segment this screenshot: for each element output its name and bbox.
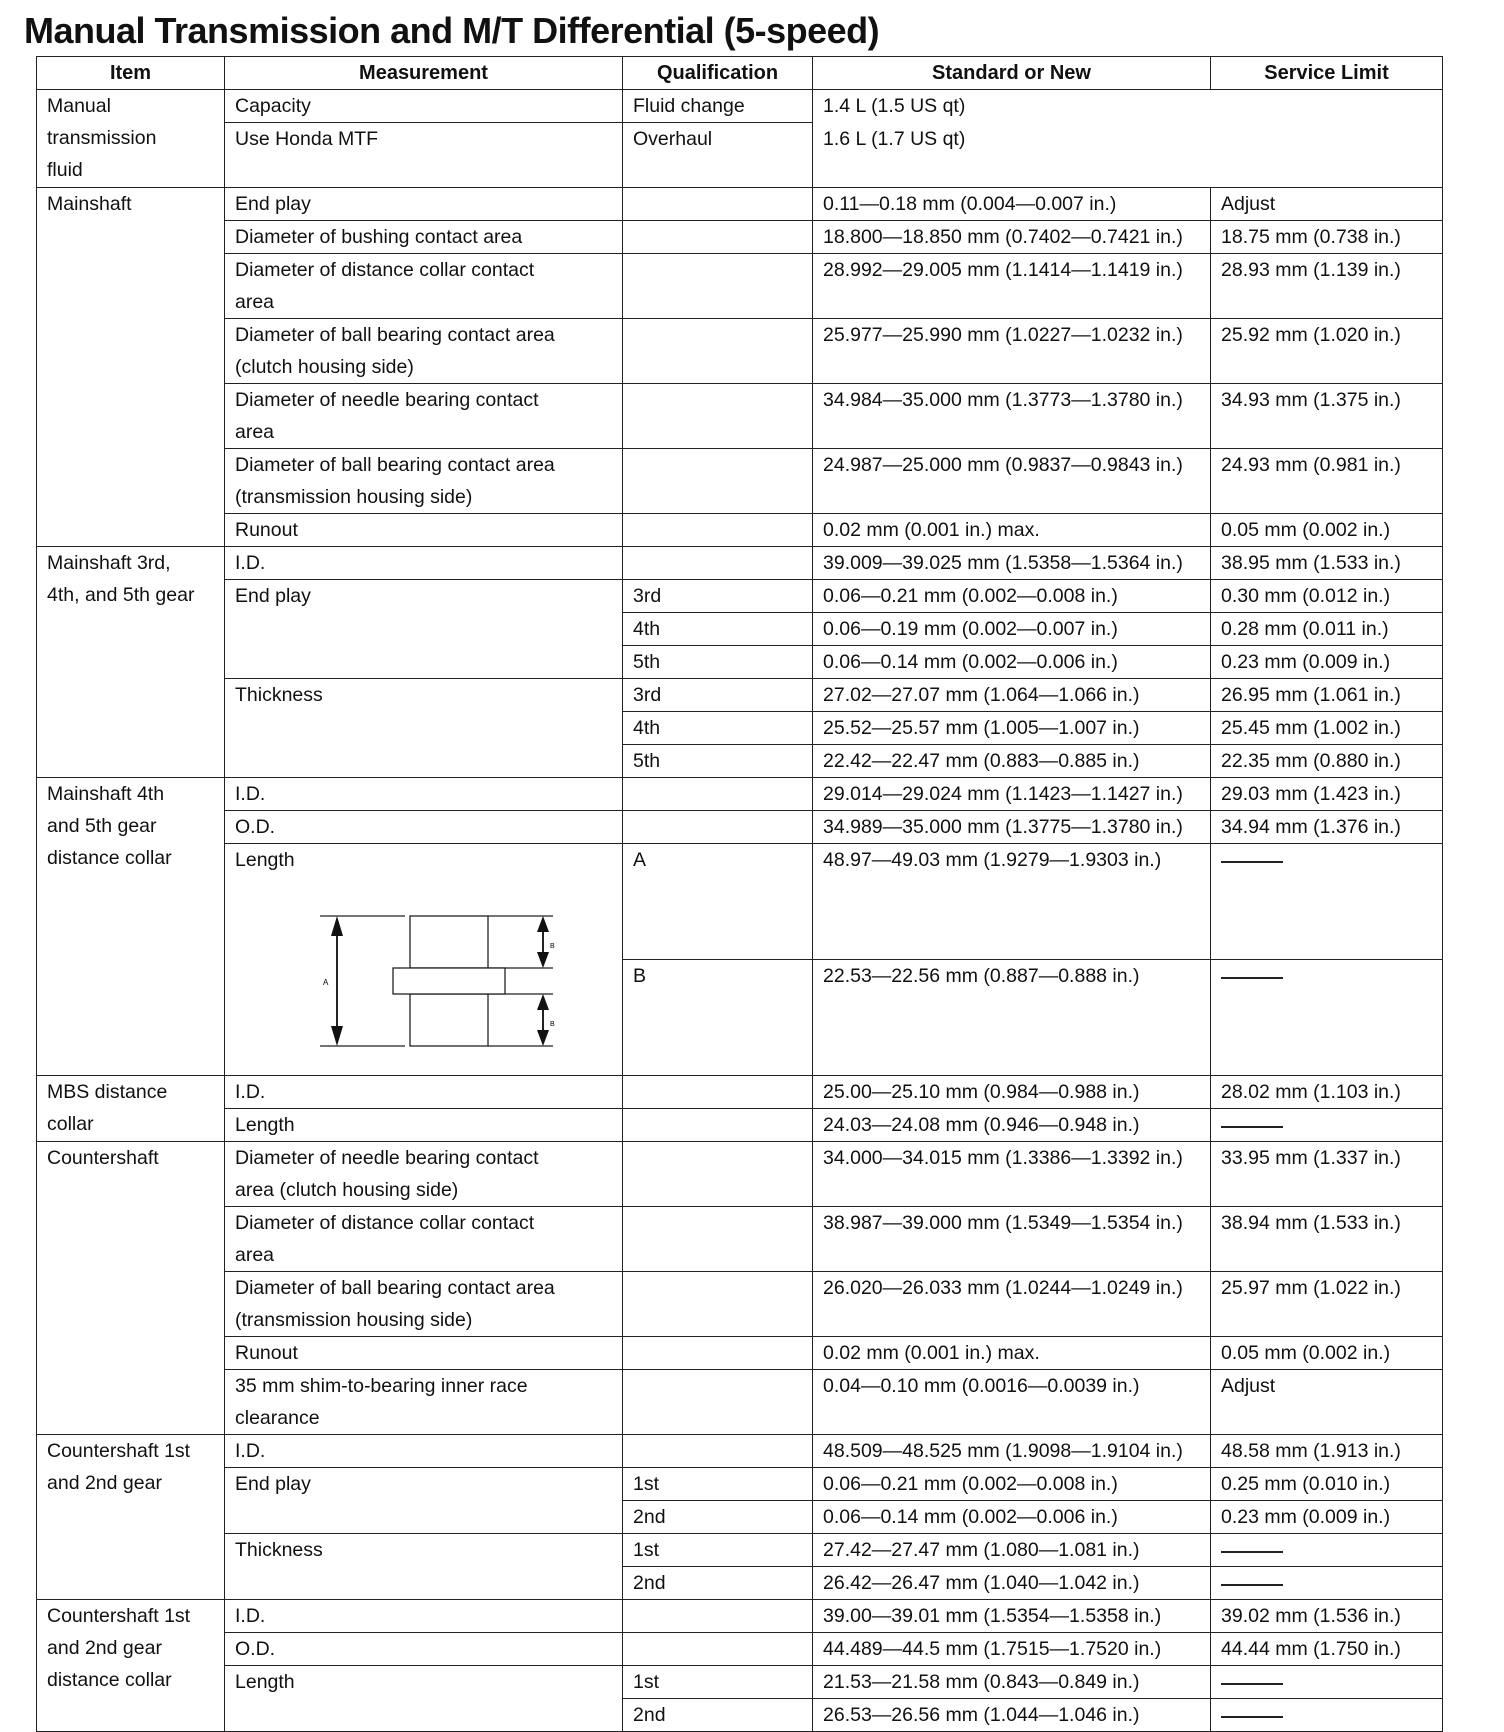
cell-text: and 2nd gear: [47, 1472, 162, 1494]
service-limit-cell: 0.05 mm (0.002 in.): [1211, 514, 1443, 547]
cell-text: and 5th gear: [47, 815, 157, 837]
qualification-cell: [623, 254, 813, 319]
service-limit-cell: [1211, 960, 1443, 1076]
table-row: [37, 547, 1443, 580]
standard-cell: 0.06—0.21 mm (0.002—0.008 in.): [813, 580, 1211, 613]
cell-text: Diameter of ball bearing contact area: [235, 1277, 555, 1299]
table-row: [37, 1142, 1443, 1207]
service-limit-cell: 28.93 mm (1.139 in.): [1211, 254, 1443, 319]
no-limit-dash: [1221, 861, 1283, 863]
standard-cell: 0.06—0.21 mm (0.002—0.008 in.): [813, 1468, 1211, 1501]
standard-cell: 34.984—35.000 mm (1.3773—1.3780 in.): [813, 384, 1211, 449]
qualification-cell: 2nd: [623, 1567, 813, 1600]
table-row: [37, 1207, 1443, 1272]
table-row: [37, 319, 1443, 384]
item-text: Manual: [47, 95, 111, 117]
service-limit-cell: 25.97 mm (1.022 in.): [1211, 1272, 1443, 1337]
qualification-cell: B: [623, 960, 813, 1076]
standard-cell: 38.987—39.000 mm (1.5349—1.5354 in.): [813, 1207, 1211, 1272]
cell-text: Runout: [235, 519, 298, 541]
cell-text: Diameter of bushing contact area: [235, 226, 523, 248]
item-text: fluid: [47, 159, 83, 181]
service-limit-cell: 25.45 mm (1.002 in.): [1211, 712, 1443, 745]
service-limit-cell: 25.92 mm (1.020 in.): [1211, 319, 1443, 384]
cell-text: Runout: [235, 1342, 298, 1364]
table-row: [37, 1109, 1443, 1142]
table-row: [37, 679, 1443, 712]
cell-text: (transmission housing side): [235, 486, 473, 508]
qualification-cell: [623, 514, 813, 547]
service-limit-cell: 28.02 mm (1.103 in.): [1211, 1076, 1443, 1109]
qualification-cell: [623, 1435, 813, 1468]
measurement-cell: [225, 449, 623, 514]
measurement-cell: [225, 1207, 623, 1272]
standard-cell: 25.00—25.10 mm (0.984—0.988 in.): [813, 1076, 1211, 1109]
service-limit-cell: 0.23 mm (0.009 in.): [1211, 646, 1443, 679]
item-cell: [37, 778, 225, 1076]
standard-cell: 0.06—0.14 mm (0.002—0.006 in.): [813, 646, 1211, 679]
cell-text: and 2nd gear: [47, 1637, 162, 1659]
measurement-cell: [225, 844, 623, 1076]
qualification-cell: [623, 1142, 813, 1207]
item-cell: [37, 1076, 225, 1142]
service-limit-cell: 44.44 mm (1.750 in.): [1211, 1633, 1443, 1666]
distance-collar-diagram: [285, 906, 555, 1056]
standard-cell: 21.53—21.58 mm (0.843—0.849 in.): [813, 1666, 1211, 1699]
standard-cell: 34.000—34.015 mm (1.3386—1.3392 in.): [813, 1142, 1211, 1207]
qualification-cell: [623, 778, 813, 811]
qualification-cell: 5th: [623, 745, 813, 778]
qualification-cell: [623, 811, 813, 844]
cell-text: MBS distance: [47, 1081, 168, 1103]
item-cell: [37, 1435, 225, 1600]
table-row: [37, 1600, 1443, 1633]
standard-cell: 24.03—24.08 mm (0.946—0.948 in.): [813, 1109, 1211, 1142]
table-row: [37, 90, 1443, 123]
no-limit-dash: [1221, 1683, 1283, 1685]
service-limit-cell: Adjust: [1211, 188, 1443, 221]
diagram-label-b: B: [550, 943, 555, 950]
measurement-cell: Capacity: [225, 90, 623, 123]
qualification-cell: [623, 1337, 813, 1370]
service-limit-cell: 34.94 mm (1.376 in.): [1211, 811, 1443, 844]
qualification-cell: 1st: [623, 1666, 813, 1699]
qualification-cell: 5th: [623, 646, 813, 679]
table-row: [37, 1633, 1443, 1666]
service-limit-cell: 38.94 mm (1.533 in.): [1211, 1207, 1443, 1272]
table-row: [37, 514, 1443, 547]
service-limit-cell: [1211, 1666, 1443, 1699]
standard-cell: 28.992—29.005 mm (1.1414—1.1419 in.): [813, 254, 1211, 319]
qualification-cell: Overhaul: [623, 123, 813, 188]
service-limit-cell: 26.95 mm (1.061 in.): [1211, 679, 1443, 712]
item-cell: [37, 547, 225, 778]
cell-text: area: [235, 1244, 275, 1266]
table-row: [37, 1468, 1443, 1501]
cell-text: collar: [47, 1113, 94, 1135]
spec-table: [36, 56, 1443, 1732]
measurement-cell: [225, 514, 623, 547]
standard-cell: 25.52—25.57 mm (1.005—1.007 in.): [813, 712, 1211, 745]
qualification-cell: [623, 547, 813, 580]
measurement-cell: Length: [225, 1666, 623, 1732]
item-cell: [37, 1600, 225, 1732]
service-limit-cell: 0.25 mm (0.010 in.): [1211, 1468, 1443, 1501]
qualification-cell: 1st: [623, 1534, 813, 1567]
qualification-cell: 2nd: [623, 1699, 813, 1732]
standard-cell: 26.42—26.47 mm (1.040—1.042 in.): [813, 1567, 1211, 1600]
qualification-cell: [623, 188, 813, 221]
cell-text: distance collar: [47, 847, 172, 869]
measurement-cell: I.D.: [225, 778, 623, 811]
service-limit-cell: 0.05 mm (0.002 in.): [1211, 1337, 1443, 1370]
service-limit-cell: [1211, 1699, 1443, 1732]
standard-cell: 18.800—18.850 mm (0.7402—0.7421 in.): [813, 221, 1211, 254]
cell-text: Countershaft 1st: [47, 1605, 191, 1627]
qualification-cell: 3rd: [623, 580, 813, 613]
service-limit-cell: 0.28 mm (0.011 in.): [1211, 613, 1443, 646]
qualification-cell: 3rd: [623, 679, 813, 712]
qualification-cell: [623, 1207, 813, 1272]
standard-cell: 0.11—0.18 mm (0.004—0.007 in.): [813, 188, 1211, 221]
cell-text: area (clutch housing side): [235, 1179, 459, 1201]
standard-cell: 0.04—0.10 mm (0.0016—0.0039 in.): [813, 1370, 1211, 1435]
measurement-cell: [225, 319, 623, 384]
qualification-cell: Fluid change: [623, 90, 813, 123]
header-measurement: Measurement: [225, 57, 623, 90]
cell-text: area: [235, 421, 275, 443]
item-cell: Countershaft: [37, 1142, 225, 1435]
standard-cell: 0.06—0.19 mm (0.002—0.007 in.): [813, 613, 1211, 646]
table-row: [37, 844, 1443, 960]
standard-cell: 44.489—44.5 mm (1.7515—1.7520 in.): [813, 1633, 1211, 1666]
header-standard: Standard or New: [813, 57, 1211, 90]
length-label: Length: [235, 849, 295, 871]
service-limit-cell: Adjust: [1211, 1370, 1443, 1435]
service-limit-cell: 0.30 mm (0.012 in.): [1211, 580, 1443, 613]
service-limit-cell: 24.93 mm (0.981 in.): [1211, 449, 1443, 514]
table-row: [37, 1534, 1443, 1567]
measurement-cell: Thickness: [225, 679, 623, 778]
qualification-cell: 1st: [623, 1468, 813, 1501]
table-row: [37, 1076, 1443, 1109]
measurement-cell: I.D.: [225, 1600, 623, 1633]
cell-text: 4th, and 5th gear: [47, 584, 195, 606]
standard-cell: 34.989—35.000 mm (1.3775—1.3780 in.): [813, 811, 1211, 844]
service-limit-cell: 38.95 mm (1.533 in.): [1211, 547, 1443, 580]
cell-text: Diameter of ball bearing contact area: [235, 324, 555, 346]
header-qualification: Qualification: [623, 57, 813, 90]
service-limit-cell: [1211, 1567, 1443, 1600]
measurement-cell: I.D.: [225, 1076, 623, 1109]
cell-text: clearance: [235, 1407, 320, 1429]
cell-text: Countershaft 1st: [47, 1440, 191, 1462]
page-title: Manual Transmission and M/T Differential (5-speed): [24, 10, 880, 51]
measurement-cell: [225, 188, 623, 221]
service-limit-cell: 34.93 mm (1.375 in.): [1211, 384, 1443, 449]
standard-cell: 48.509—48.525 mm (1.9098—1.9104 in.): [813, 1435, 1211, 1468]
cell-text: 35 mm shim-to-bearing inner race: [235, 1375, 528, 1397]
measurement-cell: I.D.: [225, 1435, 623, 1468]
standard-cell: 1.4 L (1.5 US qt): [813, 90, 1443, 123]
standard-cell: 39.009—39.025 mm (1.5358—1.5364 in.): [813, 547, 1211, 580]
no-limit-dash: [1221, 1126, 1283, 1128]
qualification-cell: [623, 1600, 813, 1633]
qualification-cell: [623, 1076, 813, 1109]
item-cell: [37, 90, 225, 188]
cell-text: Mainshaft 3rd,: [47, 552, 171, 574]
standard-cell: 22.53—22.56 mm (0.887—0.888 in.): [813, 960, 1211, 1076]
table-row: [37, 384, 1443, 449]
measurement-cell: [225, 254, 623, 319]
table-row: [37, 1337, 1443, 1370]
service-limit-cell: 48.58 mm (1.913 in.): [1211, 1435, 1443, 1468]
standard-cell: 25.977—25.990 mm (1.0227—1.0232 in.): [813, 319, 1211, 384]
table-row: [37, 254, 1443, 319]
cell-text: Diameter of ball bearing contact area: [235, 454, 555, 476]
diagram-label-b: B: [550, 1021, 555, 1028]
service-limit-cell: 33.95 mm (1.337 in.): [1211, 1142, 1443, 1207]
cell-text: Diameter of needle bearing contact: [235, 1147, 539, 1169]
table-row: [37, 778, 1443, 811]
cell-text: Diameter of needle bearing contact: [235, 389, 539, 411]
service-limit-cell: 0.23 mm (0.009 in.): [1211, 1501, 1443, 1534]
header-service-limit: Service Limit: [1211, 57, 1443, 90]
standard-cell: 1.6 L (1.7 US qt): [813, 123, 1443, 188]
standard-cell: 29.014—29.024 mm (1.1423—1.1427 in.): [813, 778, 1211, 811]
item-text: transmission: [47, 127, 157, 149]
no-limit-dash: [1221, 1716, 1283, 1718]
header-item: Item: [37, 57, 225, 90]
qualification-cell: 4th: [623, 712, 813, 745]
cell-text: distance collar: [47, 1669, 172, 1691]
measurement-cell: I.D.: [225, 547, 623, 580]
standard-cell: 0.02 mm (0.001 in.) max.: [813, 514, 1211, 547]
table-row: [37, 188, 1443, 221]
header-row: [37, 57, 1443, 90]
qualification-cell: 2nd: [623, 1501, 813, 1534]
cell-text: (transmission housing side): [235, 1309, 473, 1331]
qualification-cell: [623, 221, 813, 254]
standard-cell: 39.00—39.01 mm (1.5354—1.5358 in.): [813, 1600, 1211, 1633]
standard-cell: 26.020—26.033 mm (1.0244—1.0249 in.): [813, 1272, 1211, 1337]
table-row: [37, 123, 1443, 188]
service-limit-cell: [1211, 1534, 1443, 1567]
cell-text: Diameter of distance collar contact: [235, 259, 535, 281]
no-limit-dash: [1221, 1551, 1283, 1553]
cell-text: Diameter of distance collar contact: [235, 1212, 535, 1234]
service-limit-cell: 39.02 mm (1.536 in.): [1211, 1600, 1443, 1633]
service-limit-cell: [1211, 844, 1443, 960]
table-row: [37, 811, 1443, 844]
measurement-cell: [225, 221, 623, 254]
cell-text: (clutch housing side): [235, 356, 414, 378]
measurement-cell: [225, 1337, 623, 1370]
table-row: [37, 1370, 1443, 1435]
qualification-cell: [623, 449, 813, 514]
standard-cell: 24.987—25.000 mm (0.9837—0.9843 in.): [813, 449, 1211, 514]
measurement-cell: [225, 1142, 623, 1207]
standard-cell: 48.97—49.03 mm (1.9279—1.9303 in.): [813, 844, 1211, 960]
service-limit-cell: 18.75 mm (0.738 in.): [1211, 221, 1443, 254]
measurement-cell: Length: [225, 1109, 623, 1142]
qualification-cell: [623, 1272, 813, 1337]
qualification-cell: [623, 1370, 813, 1435]
service-limit-cell: 29.03 mm (1.423 in.): [1211, 778, 1443, 811]
service-limit-cell: [1211, 1109, 1443, 1142]
qualification-cell: [623, 1109, 813, 1142]
measurement-cell: End play: [225, 580, 623, 679]
table-row: [37, 221, 1443, 254]
qualification-cell: A: [623, 844, 813, 960]
table-row: [37, 1666, 1443, 1699]
cell-text: Mainshaft 4th: [47, 783, 165, 805]
standard-cell: 26.53—26.56 mm (1.044—1.046 in.): [813, 1699, 1211, 1732]
diagram-label-a: A: [323, 978, 329, 987]
no-limit-dash: [1221, 977, 1283, 979]
qualification-cell: [623, 319, 813, 384]
standard-cell: 27.02—27.07 mm (1.064—1.066 in.): [813, 679, 1211, 712]
table-row: [37, 1272, 1443, 1337]
standard-cell: 22.42—22.47 mm (0.883—0.885 in.): [813, 745, 1211, 778]
service-limit-cell: 22.35 mm (0.880 in.): [1211, 745, 1443, 778]
measurement-cell: End play: [225, 1468, 623, 1534]
measurement-cell: O.D.: [225, 1633, 623, 1666]
cell-text: area: [235, 291, 275, 313]
qualification-cell: [623, 384, 813, 449]
measurement-cell: [225, 1370, 623, 1435]
qualification-cell: 4th: [623, 613, 813, 646]
standard-cell: 0.02 mm (0.001 in.) max.: [813, 1337, 1211, 1370]
cell-text: End play: [235, 193, 311, 215]
table-row: [37, 449, 1443, 514]
standard-cell: 0.06—0.14 mm (0.002—0.006 in.): [813, 1501, 1211, 1534]
measurement-cell: O.D.: [225, 811, 623, 844]
measurement-cell: Use Honda MTF: [225, 123, 623, 188]
table-row: [37, 580, 1443, 613]
item-cell: Mainshaft: [37, 188, 225, 547]
table-row: [37, 1435, 1443, 1468]
qualification-cell: [623, 1633, 813, 1666]
no-limit-dash: [1221, 1584, 1283, 1586]
measurement-cell: [225, 384, 623, 449]
measurement-cell: [225, 1272, 623, 1337]
measurement-cell: Thickness: [225, 1534, 623, 1600]
standard-cell: 27.42—27.47 mm (1.080—1.081 in.): [813, 1534, 1211, 1567]
